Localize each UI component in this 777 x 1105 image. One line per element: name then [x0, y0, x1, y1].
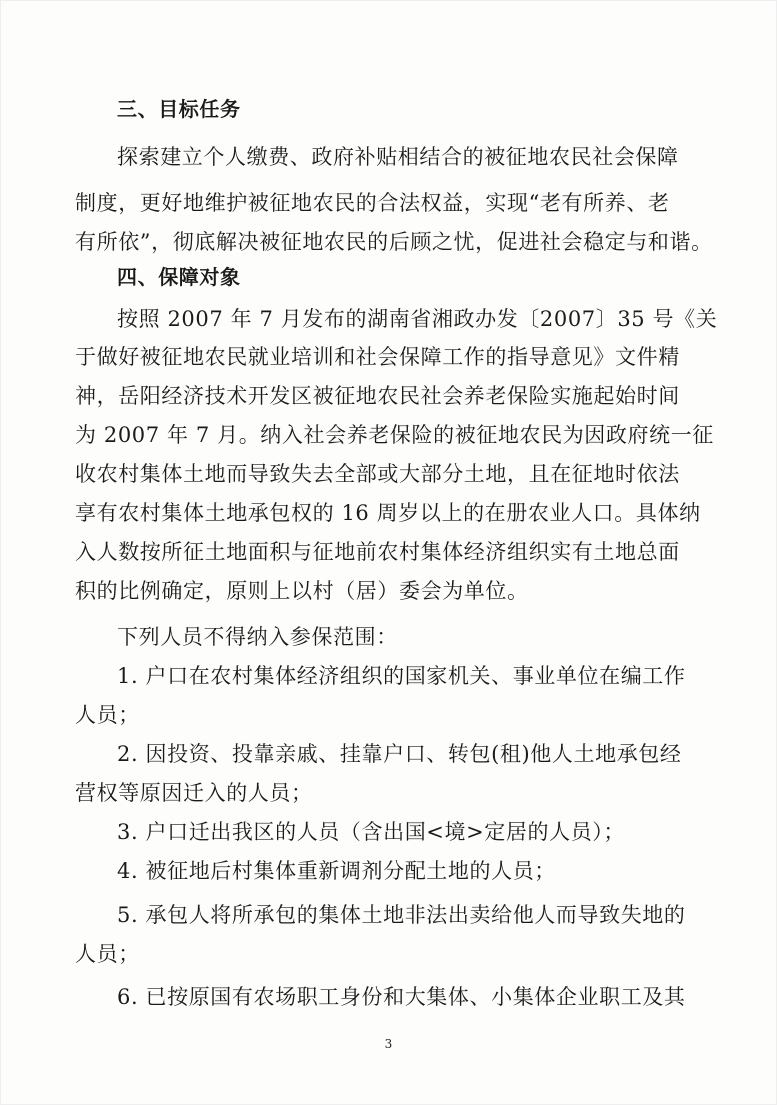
- text-line: 积的比例确定，原则上以村（居）委会为单位。: [75, 579, 529, 603]
- text-line: 神，岳阳经济技术开发区被征地农民社会养老保险实施起始时间: [75, 384, 680, 408]
- list-item-6: 6. 已按原国有农场职工身份和大集体、小集体企业职工及其: [117, 985, 686, 1009]
- list-item-2: 2. 因投资、投靠亲戚、挂靠户口、转包(租)他人土地承包经: [117, 742, 682, 766]
- list-item-1: 1. 户口在农村集体经济组织的国家机关、事业单位在编工作: [117, 664, 686, 688]
- text-line: 有所依”，彻底解决被征地农民的后顾之忧，促进社会稳定与和谐。: [75, 230, 713, 254]
- text-line: 探索建立个人缴费、政府补贴相结合的被征地农民社会保障: [117, 145, 679, 169]
- list-item-3: 3. 户口迁出我区的人员（含出国<境>定居的人员）；: [117, 820, 626, 844]
- list-item-4: 4. 被征地后村集体重新调剂分配土地的人员；: [117, 859, 556, 883]
- text-line: 按照 2007 年 7 月发布的湖南省湘政办发〔2007〕35 号《关: [117, 307, 718, 331]
- section-heading-coverage: 四、保障对象: [117, 265, 241, 289]
- list-item-2-cont: 营权等原因迁入的人员；: [75, 781, 313, 805]
- text-line: 享有农村集体土地承包权的 16 周岁以上的在册农业人口。具体纳: [75, 501, 701, 525]
- text-line: 下列人员不得纳入参保范围：: [117, 625, 398, 649]
- page-number: 3: [384, 1037, 393, 1051]
- text-line: 入人数按所征土地面积与征地前农村集体经济组织实有土地总面: [75, 540, 680, 564]
- section-heading-goals: 三、目标任务: [117, 97, 241, 121]
- list-item-5-cont: 人员；: [75, 942, 140, 966]
- text-line: 收农村集体土地而导致失去全部或大部分土地，且在征地时依法: [75, 462, 680, 486]
- list-item-5: 5. 承包人将所承包的集体土地非法出卖给他人而导致失地的: [117, 903, 686, 927]
- list-item-1-cont: 人员；: [75, 703, 140, 727]
- text-line: 制度，更好地维护被征地农民的合法权益，实现“老有所养、老: [75, 191, 670, 215]
- text-line: 为 2007 年 7 月。纳入社会养老保险的被征地农民为因政府统一征: [75, 423, 714, 447]
- text-line: 于做好被征地农民就业培训和社会保障工作的指导意见》文件精: [75, 345, 680, 369]
